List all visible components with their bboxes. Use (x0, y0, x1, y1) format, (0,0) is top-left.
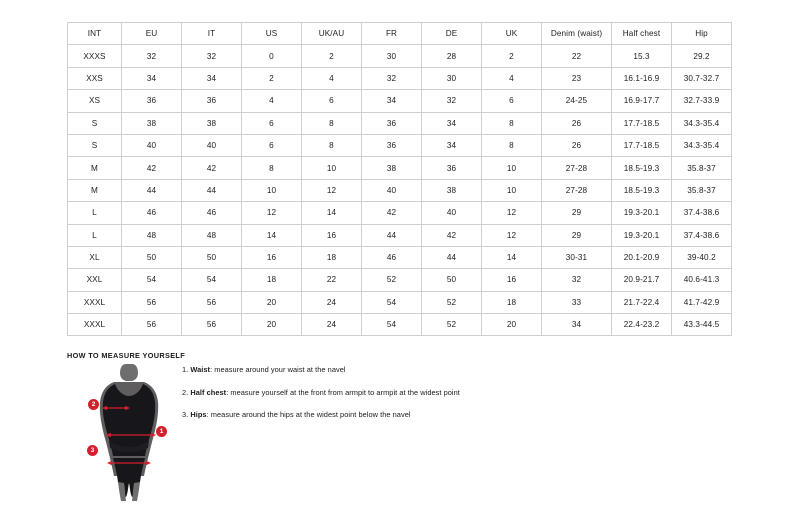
table-cell: 18.5-19.3 (612, 179, 672, 201)
table-cell: 40 (362, 179, 422, 201)
table-column-header: Denim (waist) (542, 23, 612, 45)
mannequin-figure (82, 362, 178, 502)
table-cell: 26 (542, 134, 612, 156)
table-cell: 54 (362, 291, 422, 313)
table-cell: 30.7-32.7 (672, 67, 732, 89)
table-cell: L (68, 224, 122, 246)
table-cell: 56 (182, 314, 242, 336)
table-cell: 40 (122, 134, 182, 156)
table-cell: 22 (302, 269, 362, 291)
table-row (68, 269, 732, 291)
table-cell: 8 (242, 157, 302, 179)
table-cell: 10 (482, 179, 542, 201)
table-row (68, 246, 732, 268)
table-cell: 48 (182, 224, 242, 246)
table-cell: 32 (542, 269, 612, 291)
table-cell: 54 (362, 314, 422, 336)
table-cell: 18 (482, 291, 542, 313)
table-cell: 54 (182, 269, 242, 291)
table-cell: 21.7-22.4 (612, 291, 672, 313)
table-cell: 50 (182, 246, 242, 268)
table-cell: 38 (182, 112, 242, 134)
table-cell: 4 (242, 90, 302, 112)
table-cell: 20 (242, 291, 302, 313)
table-cell: 42 (122, 157, 182, 179)
table-cell: 38 (122, 112, 182, 134)
table-cell: 12 (302, 179, 362, 201)
table-cell: 27-28 (542, 157, 612, 179)
table-cell: 6 (482, 90, 542, 112)
table-cell: 35.8-37 (672, 157, 732, 179)
table-cell: 24 (302, 291, 362, 313)
table-cell: 34.3-35.4 (672, 112, 732, 134)
table-cell: XXS (68, 67, 122, 89)
table-cell: 38 (362, 157, 422, 179)
table-cell: 14 (302, 202, 362, 224)
table-cell: 8 (482, 112, 542, 134)
table-cell: XXXL (68, 291, 122, 313)
how-to-measure-item (182, 365, 582, 375)
measure-badge-3: 3 (87, 445, 98, 456)
item-term: Waist (190, 365, 211, 374)
table-cell: 32 (422, 90, 482, 112)
table-cell: 32 (122, 45, 182, 67)
size-conversion-table (67, 22, 732, 336)
table-cell: 16.9-17.7 (612, 90, 672, 112)
table-cell: 32.7-33.9 (672, 90, 732, 112)
table-cell: 33 (542, 291, 612, 313)
table-cell: 17.7-18.5 (612, 112, 672, 134)
table-row (68, 134, 732, 156)
table-cell: 29 (542, 202, 612, 224)
table-header-row (68, 23, 732, 45)
table-cell: 18 (242, 269, 302, 291)
measure-badge-1: 1 (156, 426, 167, 437)
table-cell: 30-31 (542, 246, 612, 268)
table-cell: 35.8-37 (672, 179, 732, 201)
item-description: : measure yourself at the front from armpit to armpit at the widest point (226, 387, 460, 397)
table-cell: 41.7-42.9 (672, 291, 732, 313)
table-cell: 34 (542, 314, 612, 336)
table-cell: 14 (242, 224, 302, 246)
table-cell: 16 (482, 269, 542, 291)
table-cell: 34.3-35.4 (672, 134, 732, 156)
table-cell: 6 (302, 90, 362, 112)
table-cell: 8 (482, 134, 542, 156)
table-column-header: US (242, 23, 302, 45)
table-cell: 20.1-20.9 (612, 246, 672, 268)
table-cell: 56 (122, 291, 182, 313)
table-cell: S (68, 112, 122, 134)
table-cell: 34 (182, 67, 242, 89)
table-cell: 50 (122, 246, 182, 268)
table-cell: 42 (422, 224, 482, 246)
table-cell: 2 (482, 45, 542, 67)
item-term: Hips (190, 410, 207, 419)
table-body (68, 45, 732, 336)
table-cell: 14 (482, 246, 542, 268)
table-cell: 37.4-38.6 (672, 202, 732, 224)
table-cell: 40 (422, 202, 482, 224)
table-cell: 27-28 (542, 179, 612, 201)
table-cell: 26 (542, 112, 612, 134)
table-cell: 22 (542, 45, 612, 67)
table-column-header: UK (482, 23, 542, 45)
item-number: 3. (182, 410, 189, 419)
table-cell: 12 (242, 202, 302, 224)
table-cell: 16 (242, 246, 302, 268)
table-cell: S (68, 134, 122, 156)
table-cell: 10 (242, 179, 302, 201)
item-term: Half chest (190, 387, 227, 397)
table-column-header: Hip (672, 23, 732, 45)
table-row (68, 291, 732, 313)
table-cell: 36 (422, 157, 482, 179)
table-column-header: Half chest (612, 23, 672, 45)
table-cell: 8 (302, 112, 362, 134)
table-cell: 34 (362, 90, 422, 112)
table-row (68, 157, 732, 179)
how-to-measure-list (182, 365, 582, 433)
table-cell: 46 (182, 202, 242, 224)
table-cell: 2 (302, 45, 362, 67)
table-cell: M (68, 179, 122, 201)
table-cell: L (68, 202, 122, 224)
table-cell: 12 (482, 202, 542, 224)
size-chart-container (67, 22, 731, 336)
table-cell: 23 (542, 67, 612, 89)
table-cell: 36 (362, 134, 422, 156)
table-cell: 4 (482, 67, 542, 89)
table-row (68, 112, 732, 134)
table-cell: 10 (302, 157, 362, 179)
table-row (68, 45, 732, 67)
table-cell: 42 (182, 157, 242, 179)
table-cell: 52 (362, 269, 422, 291)
table-cell: 29.2 (672, 45, 732, 67)
table-cell: 52 (422, 314, 482, 336)
table-cell: 44 (422, 246, 482, 268)
table-cell: 50 (422, 269, 482, 291)
table-row (68, 90, 732, 112)
table-column-header: UK/AU (302, 23, 362, 45)
table-column-header: DE (422, 23, 482, 45)
table-cell: XL (68, 246, 122, 268)
table-cell: 0 (242, 45, 302, 67)
table-row (68, 179, 732, 201)
table-cell: 39-40.2 (672, 246, 732, 268)
table-column-header: EU (122, 23, 182, 45)
table-cell: 32 (182, 45, 242, 67)
table-cell: 52 (422, 291, 482, 313)
table-cell: 38 (422, 179, 482, 201)
table-row (68, 67, 732, 89)
table-cell: 56 (122, 314, 182, 336)
table-column-header: IT (182, 23, 242, 45)
table-cell: 18.5-19.3 (612, 157, 672, 179)
table-cell: 32 (362, 67, 422, 89)
table-row (68, 314, 732, 336)
table-cell: 36 (182, 90, 242, 112)
table-cell: 56 (182, 291, 242, 313)
table-cell: XXXL (68, 314, 122, 336)
table-cell: 17.7-18.5 (612, 134, 672, 156)
table-cell: M (68, 157, 122, 179)
table-cell: 44 (362, 224, 422, 246)
table-cell: 42 (362, 202, 422, 224)
table-cell: 24 (302, 314, 362, 336)
table-cell: 36 (362, 112, 422, 134)
table-cell: 12 (482, 224, 542, 246)
table-cell: 30 (422, 67, 482, 89)
table-cell: 4 (302, 67, 362, 89)
table-cell: 16 (302, 224, 362, 246)
table-cell: 54 (122, 269, 182, 291)
table-cell: 6 (242, 134, 302, 156)
table-column-header: FR (362, 23, 422, 45)
table-cell: 30 (362, 45, 422, 67)
table-cell: 19.3-20.1 (612, 202, 672, 224)
table-cell: 37.4-38.6 (672, 224, 732, 246)
table-cell: 6 (242, 112, 302, 134)
table-row (68, 202, 732, 224)
table-cell: 20.9-21.7 (612, 269, 672, 291)
table-cell: 24-25 (542, 90, 612, 112)
table-cell: 18 (302, 246, 362, 268)
table-column-header: INT (68, 23, 122, 45)
measure-badge-2: 2 (88, 399, 99, 410)
table-cell: 40 (182, 134, 242, 156)
item-description: : measure around the hips at the widest point below the navel (206, 410, 411, 419)
table-cell: 44 (122, 179, 182, 201)
table-cell: 34 (422, 112, 482, 134)
item-number: 1. (182, 365, 189, 374)
table-cell: XXL (68, 269, 122, 291)
table-cell: 10 (482, 157, 542, 179)
table-cell: 40.6-41.3 (672, 269, 732, 291)
table-cell: 2 (242, 67, 302, 89)
table-cell: 46 (122, 202, 182, 224)
table-cell: 20 (242, 314, 302, 336)
table-cell: 36 (122, 90, 182, 112)
table-cell: 28 (422, 45, 482, 67)
table-cell: 29 (542, 224, 612, 246)
table-row (68, 224, 732, 246)
item-description: : measure around your waist at the navel (210, 365, 346, 374)
table-cell: 19.3-20.1 (612, 224, 672, 246)
table-cell: 34 (122, 67, 182, 89)
how-to-measure-item (182, 388, 582, 398)
table-cell: 44 (182, 179, 242, 201)
table-cell: XS (68, 90, 122, 112)
table-cell: XXXS (68, 45, 122, 67)
how-to-measure-item (182, 410, 582, 420)
item-number: 2. (182, 387, 189, 397)
table-cell: 46 (362, 246, 422, 268)
table-cell: 34 (422, 134, 482, 156)
table-cell: 22.4-23.2 (612, 314, 672, 336)
table-cell: 48 (122, 224, 182, 246)
table-cell: 43.3-44.5 (672, 314, 732, 336)
table-cell: 8 (302, 134, 362, 156)
table-cell: 20 (482, 314, 542, 336)
how-to-measure-title: HOW TO MEASURE YOURSELF (67, 351, 186, 360)
table-cell: 15.3 (612, 45, 672, 67)
table-cell: 16.1-16.9 (612, 67, 672, 89)
